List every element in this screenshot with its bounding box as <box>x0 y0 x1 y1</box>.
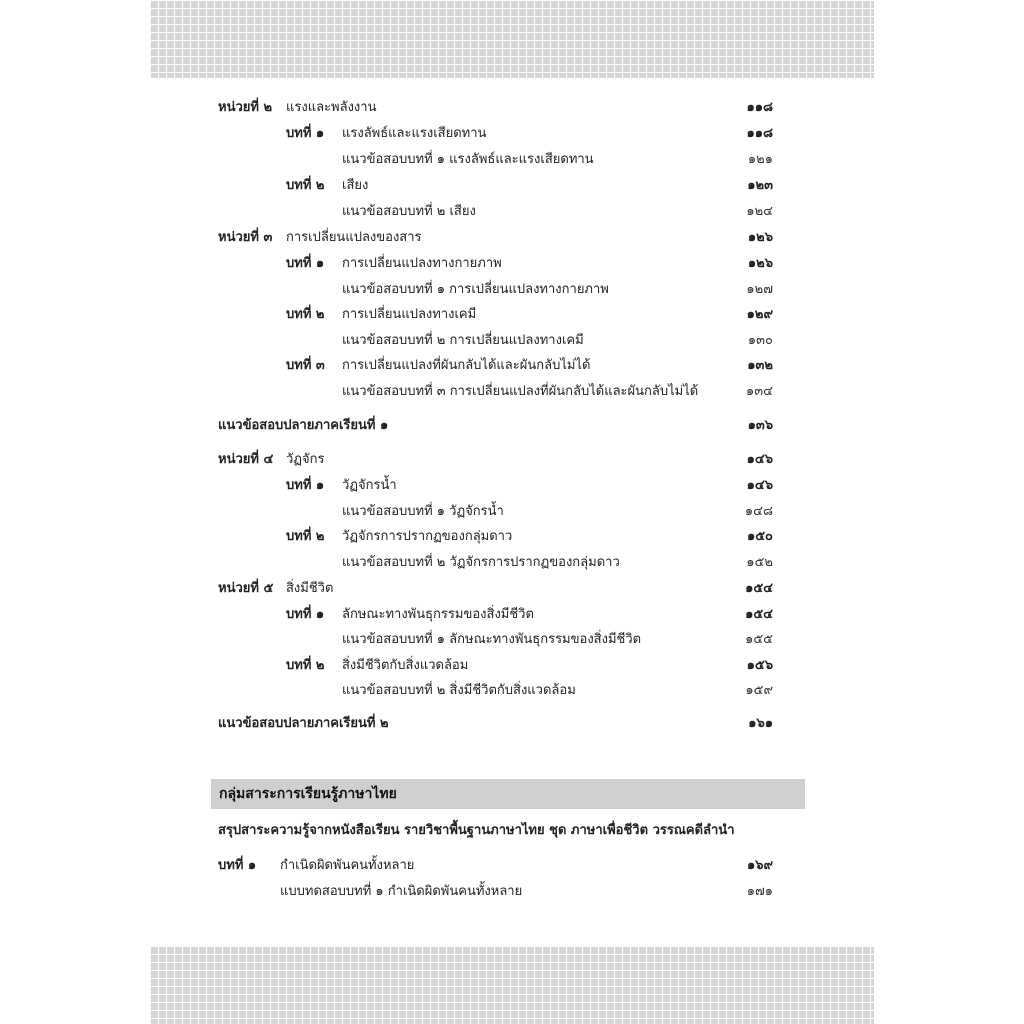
chapter-label: บทที่ ๒ <box>286 307 325 322</box>
toc-chapter[interactable] <box>218 653 773 679</box>
exercise-title: แบบทดสอบบทที่ ๑ กำเนิดผิดพันคนทั้งหลาย <box>280 884 523 899</box>
page-number: ๑๖๙ <box>746 858 773 873</box>
page-number: ๑๗๑ <box>746 884 773 899</box>
page-number: ๑๔๖ <box>746 478 773 493</box>
exam-title: แนวข้อสอบปลายภาคเรียนที่ ๑ <box>218 418 389 433</box>
toc-exercise[interactable] <box>218 678 773 704</box>
chapter-title: เสียง <box>342 178 369 193</box>
page-number: ๑๒๙ <box>746 307 773 322</box>
chapter-label: บทที่ ๑ <box>286 126 325 141</box>
page-number: ๑๑๘ <box>746 126 773 141</box>
page-number: ๑๒๗ <box>746 282 773 297</box>
unit-title: สิ่งมีชีวิต <box>286 581 334 596</box>
section-header-title: กลุ่มสาระการเรียนรู้ภาษาไทย <box>219 786 397 802</box>
section-header-thai <box>211 779 805 809</box>
page-number: ๑๓๒ <box>747 358 773 373</box>
page-number: ๑๒๔ <box>746 204 773 219</box>
toc-unit-4[interactable] <box>218 447 773 473</box>
toc-chapter[interactable] <box>218 251 773 277</box>
chapter-title: การเปลี่ยนแปลงทางกายภาพ <box>342 256 502 271</box>
page-number: ๑๔๖ <box>746 452 773 467</box>
unit-label: หน่วยที่ ๒ <box>218 100 273 115</box>
toc-chapter[interactable] <box>218 524 773 550</box>
exercise-title: แนวข้อสอบบทที่ ๒ วัฏจักรการปรากฏของกลุ่มดาว <box>342 555 620 570</box>
chapter-label: บทที่ ๓ <box>286 358 325 373</box>
toc-unit-3[interactable] <box>218 225 773 251</box>
exercise-title: แนวข้อสอบบทที่ ๓ การเปลี่ยนแปลงที่ผันกลับได้และผันกลับไม่ได้ <box>342 384 699 399</box>
exercise-title: แนวข้อสอบบทที่ ๒ การเปลี่ยนแปลงทางเคมี <box>342 333 584 348</box>
toc-exercise[interactable] <box>218 550 773 576</box>
chapter-title: การเปลี่ยนแปลงที่ผันกลับได้และผันกลับไม่ได้ <box>342 358 591 373</box>
toc-exercise[interactable] <box>218 879 773 905</box>
toc-final-exam-1[interactable] <box>218 413 773 439</box>
chapter-title: สิ่งมีชีวิตกับสิ่งแวดล้อม <box>342 658 469 673</box>
chapter-label: บทที่ ๑ <box>286 607 325 622</box>
chapter-label: บทที่ ๑ <box>286 256 325 271</box>
page-number: ๑๒๖ <box>747 256 773 271</box>
page-number: ๑๕๕ <box>745 632 773 647</box>
toc-chapter[interactable] <box>218 173 773 199</box>
toc-unit-2[interactable] <box>218 95 773 121</box>
chapter-title: วัฏจักรการปรากฏของกลุ่มดาว <box>342 529 513 544</box>
page-number: ๑๕๐ <box>746 529 773 544</box>
unit-title: การเปลี่ยนแปลงของสาร <box>286 230 422 245</box>
toc-exercise[interactable] <box>218 199 773 225</box>
toc-chapter[interactable] <box>218 473 773 499</box>
chapter-title: ลักษณะทางพันธุกรรมของสิ่งมีชีวิต <box>342 607 534 622</box>
exercise-title: แนวข้อสอบบทที่ ๑ แรงลัพธ์และแรงเสียดทาน <box>342 152 594 167</box>
exercise-title: แนวข้อสอบบทที่ ๑ วัฏจักรน้ำ <box>342 504 504 519</box>
page-number: ๑๒๑ <box>747 152 773 167</box>
exam-title: แนวข้อสอบปลายภาคเรียนที่ ๒ <box>218 716 389 731</box>
page-number: ๑๕๔ <box>745 607 773 622</box>
toc-chapter[interactable] <box>218 121 773 147</box>
toc-chapter[interactable] <box>218 853 773 879</box>
page-number: ๑๔๘ <box>744 504 773 519</box>
toc-exercise[interactable] <box>218 499 773 525</box>
exercise-title: แนวข้อสอบบทที่ ๑ การเปลี่ยนแปลงทางกายภาพ <box>342 282 609 297</box>
page-number: ๑๓๔ <box>746 384 773 399</box>
chapter-title: แรงลัพธ์และแรงเสียดทาน <box>342 126 487 141</box>
toc-chapter[interactable] <box>218 353 773 379</box>
chapter-title: การเปลี่ยนแปลงทางเคมี <box>342 307 477 322</box>
chapter-title: วัฏจักรน้ำ <box>342 478 397 493</box>
page-number: ๑๓๖ <box>747 418 773 433</box>
page-number: ๑๑๘ <box>746 100 773 115</box>
toc-final-exam-2[interactable] <box>218 711 773 737</box>
chapter-label: บทที่ ๑ <box>218 858 257 873</box>
unit-label: หน่วยที่ ๕ <box>218 581 274 596</box>
unit-title: แรงและพลังงาน <box>286 100 377 115</box>
chapter-label: บทที่ ๑ <box>286 478 325 493</box>
chapter-label: บทที่ ๒ <box>286 529 325 544</box>
unit-title: วัฏจักร <box>286 452 325 467</box>
page-number: ๑๕๙ <box>745 683 773 698</box>
unit-label: หน่วยที่ ๔ <box>218 452 274 467</box>
page-number: ๑๓๐ <box>747 333 773 348</box>
chapter-title: กำเนิดผิดพันคนทั้งหลาย <box>280 858 415 873</box>
toc-chapter[interactable] <box>218 602 773 628</box>
chapter-label: บทที่ ๒ <box>286 178 325 193</box>
toc-exercise[interactable] <box>218 147 773 173</box>
page-number: ๑๖๑ <box>748 716 773 731</box>
top-grid-band <box>150 0 874 78</box>
page-number: ๑๕๖ <box>746 658 773 673</box>
page-number: ๑๒๓ <box>747 178 773 193</box>
unit-label: หน่วยที่ ๓ <box>218 230 273 245</box>
toc-exercise[interactable] <box>218 627 773 653</box>
page-number: ๑๕๔ <box>745 581 773 596</box>
chapter-label: บทที่ ๒ <box>286 658 325 673</box>
toc-chapter[interactable] <box>218 302 773 328</box>
toc-unit-5[interactable] <box>218 576 773 602</box>
toc-exercise[interactable] <box>218 379 773 405</box>
toc-exercise[interactable] <box>218 277 773 303</box>
bottom-grid-band <box>150 946 874 1024</box>
page-number: ๑๒๖ <box>747 230 773 245</box>
exercise-title: แนวข้อสอบบทที่ ๒ สิ่งมีชีวิตกับสิ่งแวดล้อม <box>342 683 576 698</box>
exercise-title: แนวข้อสอบบทที่ ๒ เสียง <box>342 204 476 219</box>
exercise-title: แนวข้อสอบบทที่ ๑ ลักษณะทางพันธุกรรมของสิ่งมีชีวิต <box>342 632 642 647</box>
toc-exercise[interactable] <box>218 328 773 354</box>
page-number: ๑๕๒ <box>746 555 773 570</box>
section-subheading: สรุปสาระความรู้จากหนังสือเรียน รายวิชาพื้นฐานภาษาไทย ชุด ภาษาเพื่อชีวิต วรรณคดีลำนำ <box>218 823 735 838</box>
